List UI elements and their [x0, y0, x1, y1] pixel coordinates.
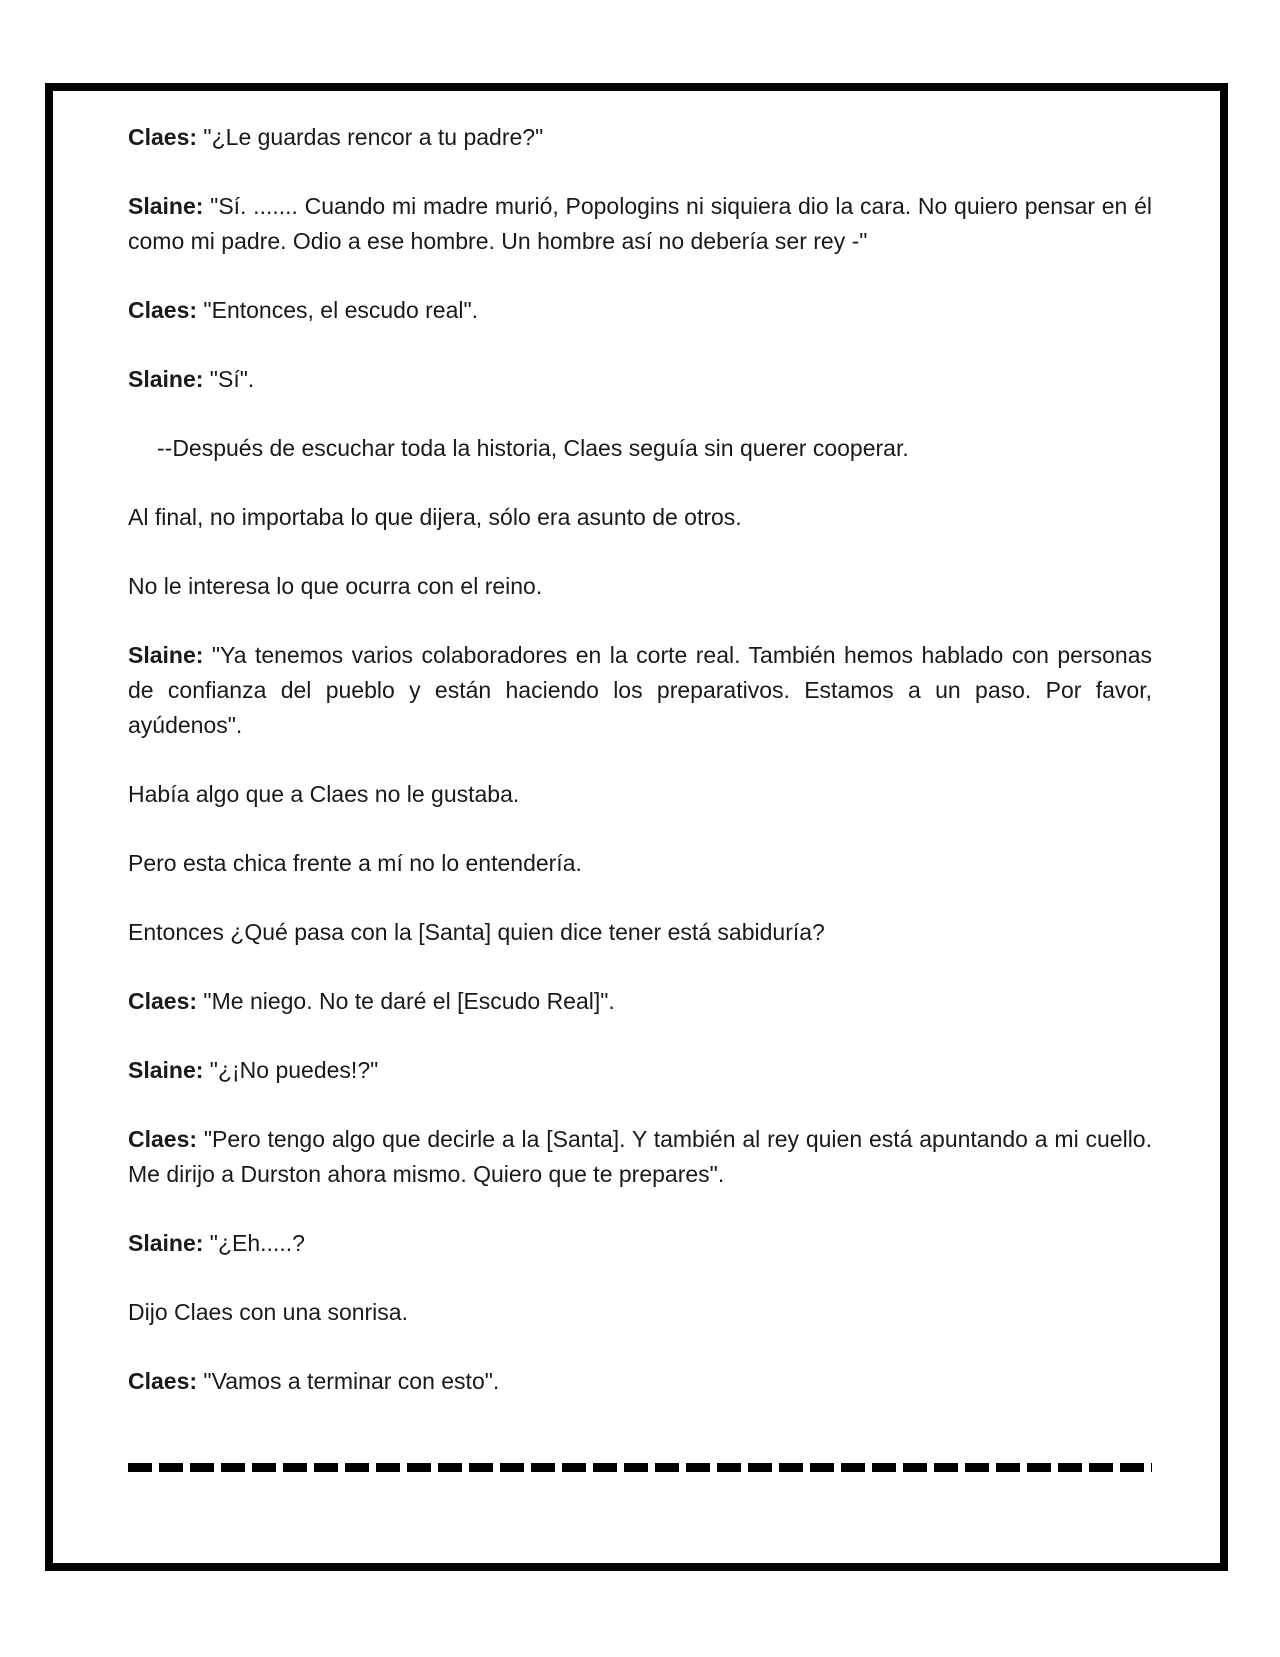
dialogue-paragraph [128, 1364, 1152, 1399]
dialogue-paragraph [128, 1122, 1152, 1192]
paragraph-text: "¿Le guardas rencor a tu padre?" [197, 124, 544, 150]
speaker-label: Claes: [128, 297, 198, 323]
paragraph-text: --Después de escuchar toda la historia, Claes seguía sin querer cooperar. [157, 435, 909, 461]
dialogue-paragraph [128, 638, 1152, 743]
dialogue-paragraph [128, 293, 1152, 328]
paragraph-text: "Pero tengo algo que decirle a la [Santa]. Y también al rey quien está apuntando a mi cuello. Me dirijo a Durston ahora mismo. Quiero que te prepares". [128, 1126, 1152, 1187]
narration-paragraph [128, 569, 1152, 604]
dialogue-paragraph [128, 189, 1152, 259]
paragraph-text: Dijo Claes con una sonrisa. [128, 1299, 408, 1325]
paragraph-text: No le interesa lo que ocurra con el reino. [128, 573, 543, 599]
speaker-label: Claes: [128, 988, 198, 1014]
narration-paragraph [128, 1295, 1152, 1330]
dialogue-paragraph [128, 1226, 1152, 1261]
speaker-label: Claes: [128, 1368, 198, 1394]
speaker-label: Slaine: [128, 366, 204, 392]
narration-paragraph [128, 846, 1152, 881]
paragraph-text: "¿Eh.....? [203, 1230, 305, 1256]
speaker-label: Claes: [128, 124, 198, 150]
paragraph-text: "Entonces, el escudo real". [197, 297, 479, 323]
document-body [128, 120, 1152, 1433]
paragraph-text: Al final, no importaba lo que dijera, sólo era asunto de otros. [128, 504, 742, 530]
paragraph-text: "Ya tenemos varios colaboradores en la corte real. También hemos hablado con personas de confianza del pueblo y están haciendo los preparativos. Estamos a un paso. Por favor, ayúdenos". [128, 642, 1152, 738]
paragraph-text: "¿¡No puedes!?" [203, 1057, 379, 1083]
speaker-label: Claes: [128, 1126, 198, 1152]
dialogue-paragraph [128, 1053, 1152, 1088]
paragraph-text: "Sí. ....... Cuando mi madre murió, Popologins ni siquiera dio la cara. No quiero pensar en él como mi padre. Odio a ese hombre. Un hombre así no debería ser rey -" [128, 193, 1152, 254]
paragraph-text: "Me niego. No te daré el [Escudo Real]". [197, 988, 615, 1014]
paragraph-text: Entonces ¿Qué pasa con la [Santa] quien dice tener está sabiduría? [128, 919, 825, 945]
paragraph-text: "Vamos a terminar con esto". [197, 1368, 500, 1394]
dialogue-paragraph [128, 362, 1152, 397]
paragraph-text: "Sí". [203, 366, 255, 392]
speaker-label: Slaine: [128, 1230, 204, 1256]
dashed-separator [128, 1463, 1152, 1472]
narration-paragraph [128, 777, 1152, 812]
narration-paragraph [128, 500, 1152, 535]
speaker-label: Slaine: [128, 193, 204, 219]
narration-paragraph [128, 915, 1152, 950]
dialogue-paragraph [128, 984, 1152, 1019]
narration-paragraph [128, 431, 1152, 466]
speaker-label: Slaine: [128, 642, 204, 668]
paragraph-text: Había algo que a Claes no le gustaba. [128, 781, 520, 807]
paragraph-text: Pero esta chica frente a mí no lo entendería. [128, 850, 582, 876]
dialogue-paragraph [128, 120, 1152, 155]
speaker-label: Slaine: [128, 1057, 204, 1083]
